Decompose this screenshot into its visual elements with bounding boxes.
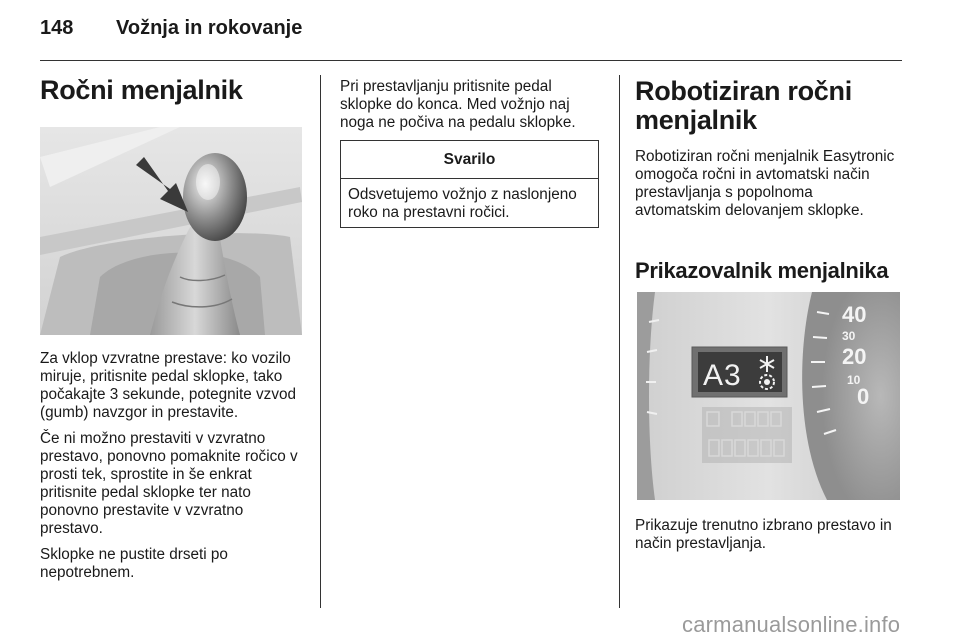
paragraph: Robotiziran ročni menjalnik Easytronic omogoča ročni in avtomatski način prestavljanja s popolnoma avtomatskim delovanjem sklopke. [635, 148, 895, 219]
col3-text [635, 148, 900, 228]
gear-display-text: A3 [703, 359, 742, 392]
speed-label: 10 [847, 373, 861, 387]
chapter-title: Vožnja in rokovanje [116, 17, 303, 39]
gearbox-display-figure [637, 292, 900, 500]
figure-caption: Prikazuje trenutno izbrano prestavo in način prestavljanja. [635, 517, 892, 552]
paragraph: Če ni možno prestaviti v vzvratno prestavo, ponovno pomaknite ročico v prosti tek, sprostite in še enkrat pritisnite pedal sklopke ter nato ponovno prestavite v vzvratno prestavo. [40, 430, 298, 537]
section-heading-manual-gearbox: Ročni menjalnik [40, 75, 243, 105]
speed-label: 30 [842, 329, 856, 343]
warning-text: Odsvetujemo vožnjo z naslonjeno roko na prestavni ročici. [348, 186, 577, 221]
header-divider [40, 60, 902, 61]
page-number: 148 [40, 17, 74, 39]
col2-text [340, 78, 602, 140]
paragraph: Pri prestavljanju pritisnite pedal sklopke do konca. Med vožnjo naj noga ne počiva na pedalu sklopke. [340, 78, 576, 131]
speed-label: 20 [842, 344, 867, 369]
col1-text [40, 350, 306, 590]
speed-label: 0 [857, 384, 870, 409]
gear-shift-figure [40, 127, 302, 335]
warning-title: Svarilo [341, 141, 598, 179]
paragraph: Za vklop vzvratne prestave: ko vozilo miruje, pritisnite pedal sklopke, tako počakajte 3 sekunde, potegnite vzvod (gumb) navzgor in prestavite. [40, 350, 296, 421]
speed-label: 40 [842, 302, 867, 327]
warning-box [340, 140, 599, 228]
subheading-gearbox-display: Prikazovalnik menjalnika [635, 258, 889, 283]
watermark: carmanualsonline.info [682, 612, 901, 637]
column-divider-1 [320, 75, 321, 608]
paragraph: Sklopke ne pustite drseti po nepotrebnem. [40, 546, 228, 581]
section-heading-robotized-gearbox: Robotiziran ročni menjalnik [635, 76, 852, 135]
column-divider-2 [619, 75, 620, 608]
